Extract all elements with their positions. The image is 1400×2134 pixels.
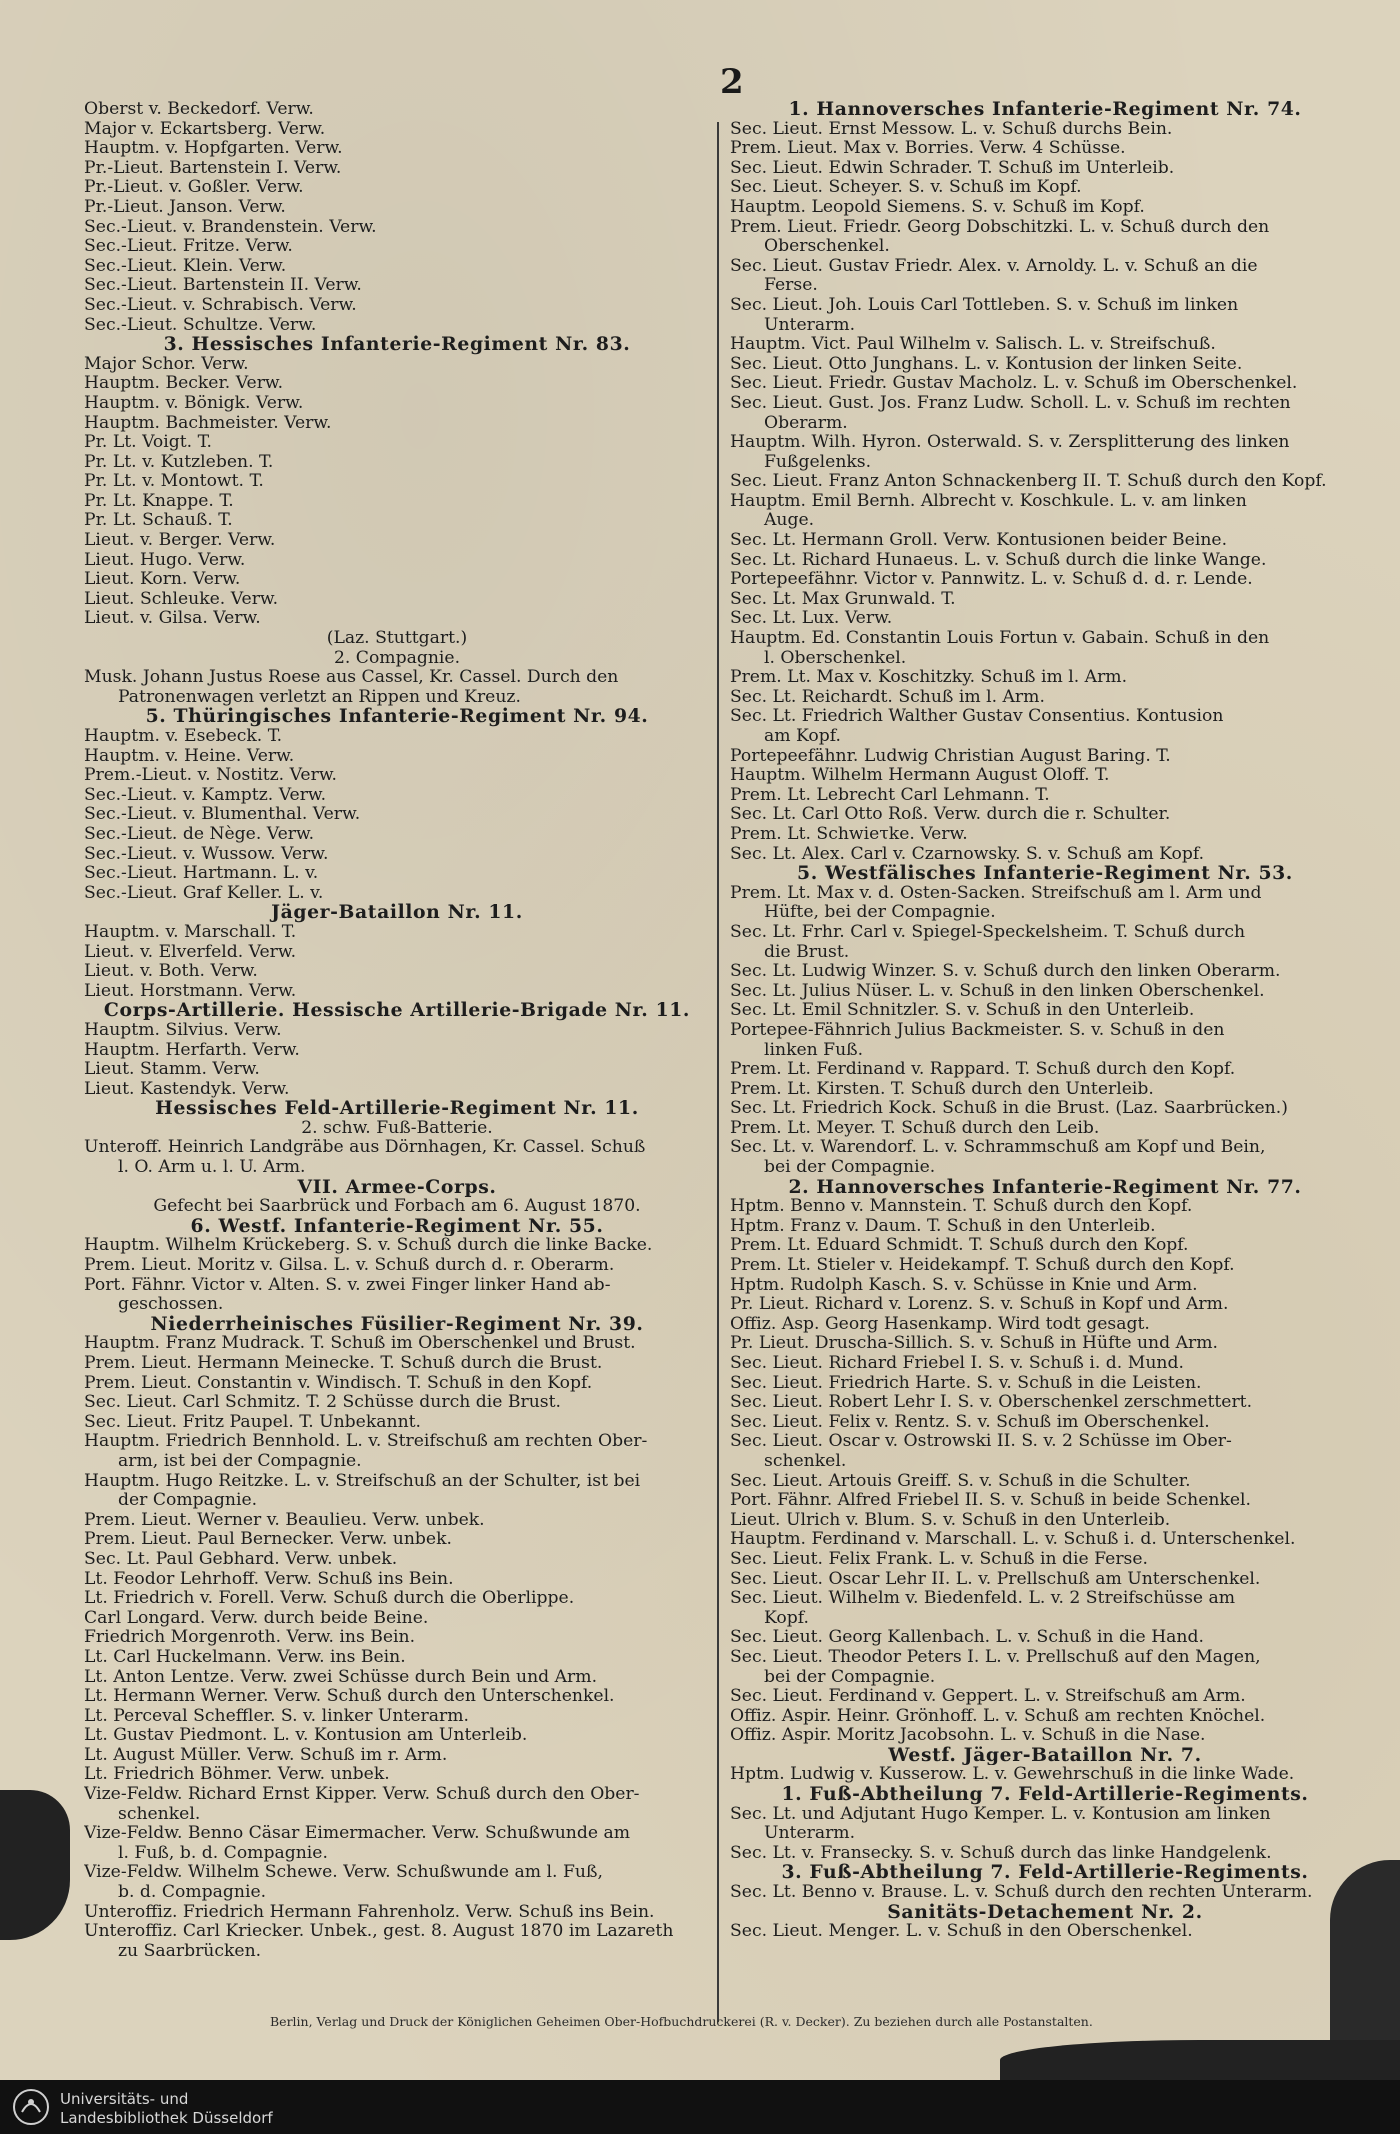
text-line: Unteroff. Heinrich Landgräbe aus Dörnhagen, Kr. Cassel. Schuß (84, 1138, 646, 1158)
text-line: Offiz. Aspir. Moritz Jacobsohn. L. v. Schuß in die Nase. (730, 1726, 1206, 1746)
text-line: Hptm. Benno v. Mannstein. T. Schuß durch den Kopf. (730, 1197, 1193, 1217)
text-line: Sec. Lieut. Oscar Lehr II. L. v. Prellschuß am Unterschenkel. (730, 1569, 1261, 1589)
text-line: Sec. Lieut. Ferdinand v. Geppert. L. v. Streifschuß am Arm. (730, 1687, 1246, 1707)
imprint-footer: Berlin, Verlag und Druck der Königlichen Geheimen Ober-Hofbuchdruckerei (R. v. Decker). Zu beziehen durch alle Postanstalten. (270, 2014, 1093, 2029)
text-line: Lieut. Horstmann. Verw. (84, 981, 297, 1001)
text-line: Hüfte, bei der Compagnie. (764, 903, 996, 923)
text-line: Hauptm. Ferdinand v. Marschall. L. v. Schuß i. d. Unterschenkel. (730, 1530, 1296, 1550)
text-line: Sec. Lieut. Friedrich Harte. S. v. Schuß in die Leisten. (730, 1373, 1202, 1393)
text-line: 2. schw. Fuß-Batterie. (301, 1118, 493, 1138)
text-line: Oberst v. Beckedorf. Verw. (84, 100, 314, 119)
text-line: Hptm. Franz v. Daum. T. Schuß in den Unterleib. (730, 1216, 1156, 1236)
text-line: Vize-Feldw. Benno Cäsar Eimermacher. Verw. Schußwunde am (84, 1824, 631, 1844)
text-line: Prem. Lieut. Paul Bernecker. Verw. unbek. (84, 1530, 452, 1550)
text-line: Sec. Lieut. Richard Friebel I. S. v. Schuß i. d. Mund. (730, 1354, 1184, 1373)
text-line: Unterarm. (764, 1824, 856, 1844)
text-line: Sec. Lt. Hermann Groll. Verw. Kontusionen beider Beine. (730, 531, 1228, 551)
section-heading: Hessisches Feld-Artillerie-Regiment Nr. 11. (155, 1099, 639, 1119)
text-line: Sec. Lt. v. Fransecky. S. v. Schuß durch das linke Handgelenk. (730, 1843, 1272, 1863)
text-line: Prem. Lt. Kirsten. T. Schuß durch den Unterleib. (730, 1079, 1154, 1099)
text-line: Sec. Lt. Benno v. Brause. L. v. Schuß durch den rechten Unterarm. (730, 1883, 1313, 1903)
text-line: Sec. Lt. v. Warendorf. L. v. Schrammschuß am Kopf und Bein, (730, 1138, 1266, 1158)
left-column (84, 100, 710, 1961)
text-line: Sec. Lieut. Ernst Messow. L. v. Schuß durchs Bein. (730, 119, 1173, 139)
text-line: Friedrich Morgenroth. Verw. ins Bein. (84, 1628, 416, 1648)
text-line: Prem. Lieut. Constantin v. Windisch. T. Schuß in den Kopf. (84, 1373, 593, 1393)
text-line: Sec. Lt. Reichardt. Schuß im l. Arm. (730, 687, 1045, 707)
text-line: Sec. Lieut. Gustav Friedr. Alex. v. Arnoldy. L. v. Schuß an die (730, 256, 1258, 276)
text-line: Sec.-Lieut. Hartmann. L. v. (84, 864, 319, 884)
text-line: Sec. Lt. und Adjutant Hugo Kemper. L. v. Kontusion am linken (730, 1804, 1271, 1824)
text-line: Sec. Lt. Alex. Carl v. Czarnowsky. S. v. Schuß am Kopf. (730, 844, 1205, 864)
text-line: 2. Compagnie. (333, 648, 461, 668)
text-line: Sec. Lieut. Felix v. Rentz. S. v. Schuß im Oberschenkel. (730, 1412, 1210, 1432)
text-line: Prem. Lt. Max v. d. Osten-Sacken. Streifschuß am l. Arm und (730, 883, 1262, 903)
text-line: Prem.-Lieut. v. Nostitz. Verw. (84, 766, 337, 786)
text-line: Hauptm. v. Bönigk. Verw. (84, 393, 304, 413)
text-line: Hauptm. Wilhelm Krückeberg. S. v. Schuß durch die linke Backe. (84, 1236, 653, 1256)
text-line: zu Saarbrücken. (118, 1941, 262, 1961)
text-line: Prem. Lt. Lebrecht Carl Lehmann. T. (730, 785, 1050, 805)
text-line: Sec.-Lieut. v. Kamptz. Verw. (84, 785, 327, 805)
damage-stain (0, 1790, 70, 1940)
section-heading: Corps-Artillerie. Hessische Artillerie-Brigade Nr. 11. (103, 1001, 691, 1021)
text-line: Lt. Anton Lentze. Verw. zwei Schüsse durch Bein und Arm. (84, 1667, 598, 1687)
text-line: Sec. Lieut. Carl Schmitz. T. 2 Schüsse durch die Brust. (84, 1393, 561, 1413)
text-line: Vize-Feldw. Wilhelm Schewe. Verw. Schußwunde am l. Fuß, (84, 1863, 603, 1883)
text-line: Portepeefähnr. Ludwig Christian August Baring. T. (730, 746, 1171, 766)
text-line: Major Schor. Verw. (84, 354, 249, 374)
text-line: Hauptm. Friedrich Bennhold. L. v. Streifschuß am rechten Ober- (84, 1432, 648, 1452)
text-line: Unteroffiz. Carl Kriecker. Unbek., gest. 8. August 1870 im Lazareth (84, 1922, 674, 1942)
text-line: Sec. Lieut. Theodor Peters I. L. v. Prellschuß auf den Magen, (730, 1647, 1261, 1667)
text-line: Prem. Lieut. Moritz v. Gilsa. L. v. Schuß durch d. r. Oberarm. (84, 1256, 615, 1276)
right-column (730, 100, 1360, 1942)
text-line: Hauptm. Bachmeister. Verw. (84, 413, 332, 433)
text-line: Pr. Lt. Schauß. T. (84, 511, 233, 531)
text-line: Prem. Lt. Max v. Koschitzky. Schuß im l. Arm. (730, 668, 1128, 688)
text-line: Sec. Lt. Friedrich Kock. Schuß in die Brust. (Laz. Saarbrücken.) (730, 1099, 1288, 1119)
text-line: Sec. Lieut. Robert Lehr I. S. v. Oberschenkel zerschmettert. (730, 1393, 1253, 1413)
text-line: Prem. Lieut. Max v. Borries. Verw. 4 Schüsse. (730, 139, 1126, 159)
text-line: Vize-Feldw. Richard Ernst Kipper. Verw. Schuß durch den Ober- (84, 1785, 640, 1805)
text-line: Sec. Lt. Lux. Verw. (730, 609, 893, 629)
text-line: Hauptm. Hugo Reitzke. L. v. Streifschuß an der Schulter, ist bei (84, 1471, 641, 1491)
text-line: Lieut. v. Berger. Verw. (84, 531, 276, 551)
text-line: Gefecht bei Saarbrück und Forbach am 6. August 1870. (153, 1197, 641, 1217)
text-line: Pr. Lieut. Druscha-Sillich. S. v. Schuß in Hüfte und Arm. (730, 1334, 1218, 1354)
text-line: Hauptm. Wilhelm Hermann August Oloff. T. (730, 766, 1110, 786)
section-heading: Niederrheinisches Füsilier-Regiment Nr. 39. (150, 1314, 644, 1335)
text-line: Sec. Lt. Richard Hunaeus. L. v. Schuß durch die linke Wange. (730, 550, 1267, 570)
text-line: Sec.-Lieut. Fritze. Verw. (84, 237, 293, 257)
text-line: Sec. Lieut. Edwin Schrader. T. Schuß im Unterleib. (730, 158, 1175, 178)
section-heading: 2. Hannoversches Infanterie-Regiment Nr. 77. (788, 1177, 1302, 1198)
library-line-1: Universitäts- und (60, 2090, 189, 2108)
section-heading: 1. Fuß-Abtheilung 7. Feld-Artillerie-Regiments. (781, 1785, 1309, 1805)
text-line: Lieut. v. Both. Verw. (84, 962, 258, 982)
text-line: Hauptm. v. Marschall. T. (84, 922, 297, 942)
text-line: Lieut. Hugo. Verw. (84, 550, 246, 570)
text-line: Oberschenkel. (764, 237, 890, 257)
text-line: Port. Fähnr. Alfred Friebel II. S. v. Schuß in beide Schenkel. (730, 1491, 1251, 1511)
text-line: Lt. Friedrich Böhmer. Verw. unbek. (84, 1765, 390, 1785)
section-heading: 1. Hannoversches Infanterie-Regiment Nr. 74. (788, 100, 1302, 120)
text-line: Sec. Lieut. Otto Junghans. L. v. Kontusion der linken Seite. (730, 354, 1243, 374)
text-line: l. Fuß, b. d. Compagnie. (118, 1843, 328, 1863)
text-line: Pr. Lieut. Richard v. Lorenz. S. v. Schuß in Kopf und Arm. (730, 1295, 1229, 1315)
text-line: Hptm. Rudolph Kasch. S. v. Schüsse in Knie und Arm. (730, 1275, 1198, 1295)
text-line: Auge. (764, 511, 815, 531)
text-line: Pr. Lt. Knappe. T. (84, 491, 234, 511)
text-line: Prem. Lieut. Hermann Meinecke. T. Schuß durch die Brust. (84, 1354, 603, 1373)
text-line: schenkel. (118, 1804, 201, 1824)
text-line: Hptm. Ludwig v. Kusserow. L. v. Gewehrschuß in die linke Wade. (730, 1765, 1295, 1785)
text-line: Prem. Lt. Ferdinand v. Rappard. T. Schuß durch den Kopf. (730, 1060, 1236, 1080)
text-line: Pr. Lt. Voigt. T. (84, 433, 212, 453)
section-heading: 3. Hessisches Infanterie-Regiment Nr. 83. (163, 335, 631, 355)
text-line: Fußgelenks. (764, 452, 872, 472)
text-line: die Brust. (764, 942, 850, 962)
text-line: Sec. Lieut. Oscar v. Ostrowski II. S. v. 2 Schüsse im Ober- (730, 1432, 1232, 1452)
text-line: Sec. Lt. Ludwig Winzer. S. v. Schuß durch den linken Oberarm. (730, 962, 1281, 982)
text-line: Lieut. v. Gilsa. Verw. (84, 609, 261, 629)
text-line: Prem. Lt. Stieler v. Heidekampf. T. Schuß durch den Kopf. (730, 1256, 1235, 1276)
text-line: Sec. Lieut. Georg Kallenbach. L. v. Schuß in die Hand. (730, 1628, 1204, 1648)
text-line: Pr.-Lieut. v. Goßler. Verw. (84, 178, 304, 198)
text-line: Sec.-Lieut. Schultze. Verw. (84, 315, 317, 335)
text-line: Patronenwagen verletzt an Rippen und Kreuz. (118, 687, 521, 707)
library-logo-icon (12, 2088, 50, 2126)
text-line: Sec.-Lieut. v. Brandenstein. Verw. (84, 217, 377, 237)
text-line: bei der Compagnie. (764, 1158, 936, 1178)
text-line: Sec.-Lieut. v. Schrabisch. Verw. (84, 295, 357, 315)
text-line: Sec. Lieut. Joh. Louis Carl Tottleben. S. v. Schuß im linken (730, 295, 1239, 315)
text-line: Sec. Lt. Frhr. Carl v. Spiegel-Speckelsheim. T. Schuß durch (730, 922, 1246, 942)
text-line: arm, ist bei der Compagnie. (118, 1451, 362, 1471)
text-line: Sec. Lieut. Fritz Paupel. T. Unbekannt. (84, 1412, 422, 1432)
damage-stain (1000, 2040, 1400, 2080)
text-line: Sec.-Lieut. Bartenstein II. Verw. (84, 276, 362, 296)
library-credit (60, 2090, 273, 2128)
text-line: Sec. Lt. Max Grunwald. T. (730, 589, 956, 609)
text-line: Sec.-Lieut. Klein. Verw. (84, 256, 287, 276)
column-divider (717, 122, 719, 2022)
text-line: Lieut. Stamm. Verw. (84, 1060, 260, 1080)
text-line: Hauptm. Ed. Constantin Louis Fortun v. Gabain. Schuß in den (730, 629, 1270, 649)
text-line: Hauptm. Herfarth. Verw. (84, 1040, 300, 1060)
text-line: Sec.-Lieut. v. Blumenthal. Verw. (84, 805, 361, 825)
section-heading: Jäger-Bataillon Nr. 11. (271, 903, 523, 923)
text-line: Sec. Lt. Julius Nüser. L. v. Schuß in den linken Oberschenkel. (730, 981, 1265, 1001)
text-line: Pr. Lt. v. Montowt. T. (84, 472, 264, 492)
text-line: Hauptm. Vict. Paul Wilhelm v. Salisch. L. v. Streifschuß. (730, 335, 1216, 355)
text-line: Lt. Hermann Werner. Verw. Schuß durch den Unterschenkel. (84, 1687, 615, 1707)
text-line: Sec. Lt. Friedrich Walther Gustav Consentius. Kontusion (730, 707, 1224, 727)
section-heading: Westf. Jäger-Bataillon Nr. 7. (888, 1745, 1202, 1766)
text-line: Sec. Lieut. Menger. L. v. Schuß in den Oberschenkel. (730, 1922, 1193, 1942)
text-line: Sec. Lieut. Scheyer. S. v. Schuß im Kopf. (730, 178, 1082, 198)
text-line: der Compagnie. (118, 1491, 258, 1511)
text-line: Lt. Feodor Lehrhoff. Verw. Schuß ins Bein. (84, 1569, 454, 1589)
text-line: Sec. Lt. Paul Gebhard. Verw. unbek. (84, 1549, 398, 1569)
text-line: am Kopf. (764, 727, 841, 746)
text-line: (Laz. Stuttgart.) (326, 629, 468, 649)
text-line: Sec. Lieut. Felix Frank. L. v. Schuß in die Ferse. (730, 1549, 1149, 1569)
text-line: Sec. Lieut. Artouis Greiff. S. v. Schuß in die Schulter. (730, 1471, 1191, 1491)
text-line: Prem. Lt. Eduard Schmidt. T. Schuß durch den Kopf. (730, 1236, 1189, 1256)
text-line: Hauptm. Silvius. Verw. (84, 1020, 282, 1040)
text-line: Pr.-Lieut. Janson. Verw. (84, 197, 286, 217)
text-line: Offiz. Asp. Georg Hasenkamp. Wird todt gesagt. (730, 1314, 1150, 1334)
text-line: Lieut. Schleuke. Verw. (84, 589, 279, 609)
text-line: Lt. August Müller. Verw. Schuß im r. Arm. (84, 1745, 448, 1765)
text-line: Lieut. Ulrich v. Blum. S. v. Schuß in den Unterleib. (730, 1510, 1171, 1530)
text-line: Sec.-Lieut. v. Wussow. Verw. (84, 844, 329, 864)
text-line: Portepee-Fähnrich Julius Backmeister. S. v. Schuß in den (730, 1020, 1225, 1040)
text-line: Sec. Lieut. Franz Anton Schnackenberg II. T. Schuß durch den Kopf. (730, 472, 1327, 492)
text-line: Lt. Friedrich v. Forell. Verw. Schuß durch die Oberlippe. (84, 1589, 575, 1609)
text-line: Portepeefähnr. Victor v. Pannwitz. L. v. Schuß d. d. r. Lende. (730, 570, 1253, 590)
text-line: Prem. Lieut. Werner v. Beaulieu. Verw. unbek. (84, 1510, 485, 1530)
section-heading: VII. Armee-Corps. (297, 1177, 497, 1198)
text-line: Sec. Lieut. Friedr. Gustav Macholz. L. v. Schuß im Oberschenkel. (730, 374, 1298, 394)
section-heading: 3. Fuß-Abtheilung 7. Feld-Artillerie-Regiments. (781, 1863, 1309, 1884)
text-line: Unteroffiz. Friedrich Hermann Fahrenholz. Verw. Schuß ins Bein. (84, 1902, 655, 1922)
text-line: Hauptm. Becker. Verw. (84, 374, 284, 394)
section-heading: 5. Thüringisches Infanterie-Regiment Nr. 94. (145, 707, 649, 727)
text-line: Hauptm. v. Esebeck. T. (84, 727, 283, 746)
text-line: Lt. Gustav Piedmont. L. v. Kontusion am Unterleib. (84, 1726, 528, 1746)
text-line: Ferse. (764, 276, 818, 296)
text-line: Hauptm. Leopold Siemens. S. v. Schuß im Kopf. (730, 197, 1145, 217)
page-number: 2 (720, 62, 744, 102)
text-line: Major v. Eckartsberg. Verw. (84, 119, 326, 139)
text-line: Hauptm. Wilh. Hyron. Osterwald. S. v. Zersplitterung des linken (730, 433, 1290, 453)
text-line: Musk. Johann Justus Roese aus Cassel, Kr. Cassel. Durch den (84, 668, 619, 688)
text-line: Hauptm. v. Hopfgarten. Verw. (84, 139, 343, 159)
text-line: Sec. Lt. Carl Otto Roß. Verw. durch die r. Schulter. (730, 805, 1171, 825)
text-line: bei der Compagnie. (764, 1667, 936, 1687)
text-line: Sec.-Lieut. de Nège. Verw. (84, 824, 315, 844)
text-line: Lt. Perceval Scheffler. S. v. linker Unterarm. (84, 1706, 470, 1726)
text-line: Sec. Lieut. Gust. Jos. Franz Ludw. Scholl. L. v. Schuß im rechten (730, 393, 1291, 413)
section-heading: Sanitäts-Detachement Nr. 2. (887, 1902, 1203, 1923)
text-line: schenkel. (764, 1451, 847, 1471)
text-line: Port. Fähnr. Victor v. Alten. S. v. zwei Finger linker Hand ab- (84, 1275, 611, 1295)
text-line: Pr. Lt. v. Kutzleben. T. (84, 452, 274, 472)
text-line: Sec. Lt. Emil Schnitzler. S. v. Schuß in den Unterleib. (730, 1001, 1195, 1021)
text-line: l. O. Arm u. l. U. Arm. (118, 1158, 306, 1178)
text-line: Hauptm. Franz Mudrack. T. Schuß im Oberschenkel und Brust. (84, 1334, 636, 1354)
text-line: Prem. Lt. Meyer. T. Schuß durch den Leib. (730, 1118, 1100, 1138)
text-line: Unterarm. (764, 315, 856, 335)
library-line-2: Landesbibliothek Düsseldorf (60, 2109, 273, 2127)
text-line: Prem. Lt. Schwieτke. Verw. (730, 824, 968, 844)
text-line: Carl Longard. Verw. durch beide Beine. (84, 1608, 429, 1628)
text-line: Lieut. Kastendyk. Verw. (84, 1079, 290, 1099)
text-line: geschossen. (118, 1295, 224, 1315)
text-line: l. Oberschenkel. (764, 648, 907, 668)
text-line: Hauptm. v. Heine. Verw. (84, 746, 295, 766)
section-heading: 5. Westfälisches Infanterie-Regiment Nr. 53. (797, 864, 1293, 884)
text-line: Sec.-Lieut. Graf Keller. L. v. (84, 883, 324, 903)
text-line: linken Fuß. (764, 1040, 864, 1060)
section-heading: 6. Westf. Infanterie-Regiment Nr. 55. (190, 1216, 604, 1237)
text-line: Offiz. Aspir. Heinr. Grönhoff. L. v. Schuß am rechten Knöchel. (730, 1706, 1266, 1726)
text-line: Prem. Lieut. Friedr. Georg Dobschitzki. L. v. Schuß durch den (730, 217, 1270, 237)
text-line: Hauptm. Emil Bernh. Albrecht v. Koschkule. L. v. am linken (730, 491, 1247, 511)
text-line: b. d. Compagnie. (118, 1883, 267, 1903)
text-line: Kopf. (764, 1608, 809, 1628)
text-line: Pr.-Lieut. Bartenstein I. Verw. (84, 158, 342, 178)
text-line: Lieut. v. Elverfeld. Verw. (84, 942, 297, 962)
text-line: Sec. Lieut. Wilhelm v. Biedenfeld. L. v. 2 Streifschüsse am (730, 1589, 1236, 1609)
text-line: Lt. Carl Huckelmann. Verw. ins Bein. (84, 1647, 406, 1667)
text-line: Oberarm. (764, 413, 848, 433)
text-line: Lieut. Korn. Verw. (84, 570, 241, 590)
